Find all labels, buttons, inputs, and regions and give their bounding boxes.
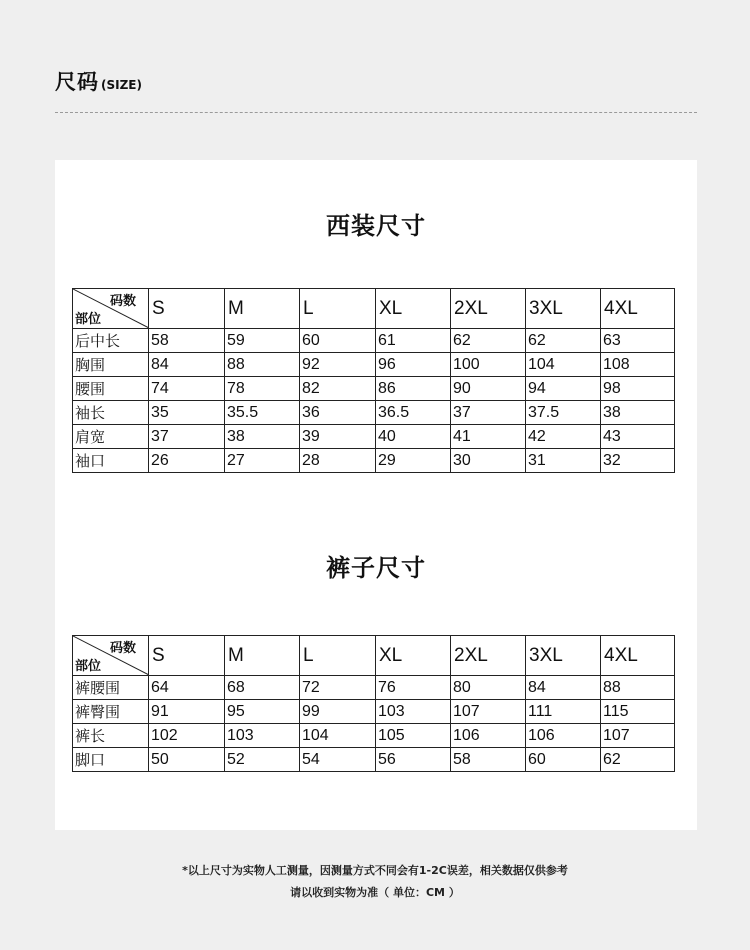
measurement-cell: 62 [526,329,601,353]
measurement-cell: 111 [526,700,601,724]
measurement-cell: 95 [225,700,300,724]
measurement-cell: 35.5 [225,401,300,425]
table-row [73,377,675,401]
size-header-cell: M [225,636,300,676]
measurement-cell: 37 [451,401,526,425]
size-header-cell: 2XL [451,289,526,329]
measurement-cell: 105 [376,724,451,748]
table-row [73,449,675,473]
table-row [73,329,675,353]
measurement-cell: 61 [376,329,451,353]
corner-label-part: 部位 [75,659,102,674]
size-header-cell: 3XL [526,289,601,329]
measurement-cell: 37 [149,425,225,449]
measurement-cell: 108 [601,353,675,377]
pants-size-title: 裤子尺寸 [326,554,426,582]
row-label-cell: 裤腰围 [73,676,149,700]
measurement-cell: 62 [601,748,675,772]
measurement-cell: 36.5 [376,401,451,425]
measurement-cell: 35 [149,401,225,425]
measurement-cell: 37.5 [526,401,601,425]
row-label-cell: 后中长 [73,329,149,353]
row-label-cell: 袖长 [73,401,149,425]
size-header-cell: 4XL [601,289,675,329]
measurement-cell: 40 [376,425,451,449]
measurement-cell: 102 [149,724,225,748]
suit-size-title: 西装尺寸 [326,212,426,240]
measurement-cell: 29 [376,449,451,473]
corner-header-cell [73,636,149,676]
corner-label-size: 码数 [109,294,136,309]
measurement-cell: 86 [376,377,451,401]
measurement-cell: 104 [526,353,601,377]
measurement-cell: 94 [526,377,601,401]
table-header-row [73,289,675,329]
measurement-cell: 107 [601,724,675,748]
measurement-cell: 107 [451,700,526,724]
footnote-line-1: *以上尺寸为实物人工测量，因测量方式不同会有1-2C误差，相关数据仅供参考 [182,864,568,877]
row-label-cell: 腰围 [73,377,149,401]
size-header-cell: S [149,289,225,329]
size-header-cell: S [149,636,225,676]
measurement-cell: 74 [149,377,225,401]
measurement-cell: 62 [451,329,526,353]
measurement-cell: 103 [376,700,451,724]
measurement-cell: 99 [300,700,376,724]
measurement-cell: 80 [451,676,526,700]
size-header-cell: L [300,289,376,329]
measurement-cell: 84 [526,676,601,700]
measurement-cell: 115 [601,700,675,724]
measurement-cell: 38 [225,425,300,449]
size-header-cell: XL [376,636,451,676]
measurement-cell: 50 [149,748,225,772]
row-label-cell: 裤臀围 [73,700,149,724]
table-row [73,700,675,724]
header-subtitle: (SIZE) [101,78,142,92]
pants-size-table [72,635,675,772]
suit-size-table [72,288,675,473]
measurement-cell: 84 [149,353,225,377]
row-label-cell: 脚口 [73,748,149,772]
table-row [73,401,675,425]
table-row [73,353,675,377]
corner-header-cell [73,289,149,329]
size-header-cell: L [300,636,376,676]
measurement-cell: 63 [601,329,675,353]
measurement-cell: 64 [149,676,225,700]
row-label-cell: 裤长 [73,724,149,748]
measurement-cell: 26 [149,449,225,473]
measurement-cell: 27 [225,449,300,473]
measurement-cell: 98 [601,377,675,401]
measurement-cell: 96 [376,353,451,377]
table-row [73,425,675,449]
size-header-cell: 3XL [526,636,601,676]
row-label-cell: 肩宽 [73,425,149,449]
table-row [73,748,675,772]
measurement-cell: 100 [451,353,526,377]
measurement-cell: 104 [300,724,376,748]
measurement-cell: 58 [149,329,225,353]
measurement-cell: 91 [149,700,225,724]
measurement-cell: 82 [300,377,376,401]
table-row [73,676,675,700]
size-chart-card [55,160,697,830]
measurement-cell: 36 [300,401,376,425]
corner-label-part: 部位 [75,312,102,327]
measurement-cell: 92 [300,353,376,377]
measurement-cell: 43 [601,425,675,449]
measurement-cell: 38 [601,401,675,425]
measurement-cell: 72 [300,676,376,700]
measurement-cell: 28 [300,449,376,473]
measurement-cell: 59 [225,329,300,353]
measurement-cell: 52 [225,748,300,772]
header-title: 尺码 [55,70,99,94]
corner-label-size: 码数 [109,641,136,656]
measurement-cell: 54 [300,748,376,772]
footnote-line-2: 请以收到实物为准（ 单位：CM ） [290,886,460,899]
table-header-row [73,636,675,676]
measurement-cell: 42 [526,425,601,449]
size-header-cell: 2XL [451,636,526,676]
header-divider [55,112,697,113]
measurement-cell: 76 [376,676,451,700]
measurement-cell: 106 [451,724,526,748]
measurement-cell: 58 [451,748,526,772]
measurement-cell: 41 [451,425,526,449]
table-row [73,724,675,748]
measurement-cell: 31 [526,449,601,473]
page-header [55,66,142,96]
measurement-cell: 78 [225,377,300,401]
measurement-cell: 39 [300,425,376,449]
measurement-cell: 32 [601,449,675,473]
measurement-cell: 30 [451,449,526,473]
measurement-cell: 60 [300,329,376,353]
row-label-cell: 胸围 [73,353,149,377]
measurement-cell: 106 [526,724,601,748]
measurement-cell: 60 [526,748,601,772]
measurement-cell: 88 [225,353,300,377]
measurement-cell: 68 [225,676,300,700]
row-label-cell: 袖口 [73,449,149,473]
size-header-cell: M [225,289,300,329]
size-header-cell: XL [376,289,451,329]
measurement-cell: 90 [451,377,526,401]
measurement-cell: 56 [376,748,451,772]
size-header-cell: 4XL [601,636,675,676]
measurement-cell: 88 [601,676,675,700]
measurement-cell: 103 [225,724,300,748]
